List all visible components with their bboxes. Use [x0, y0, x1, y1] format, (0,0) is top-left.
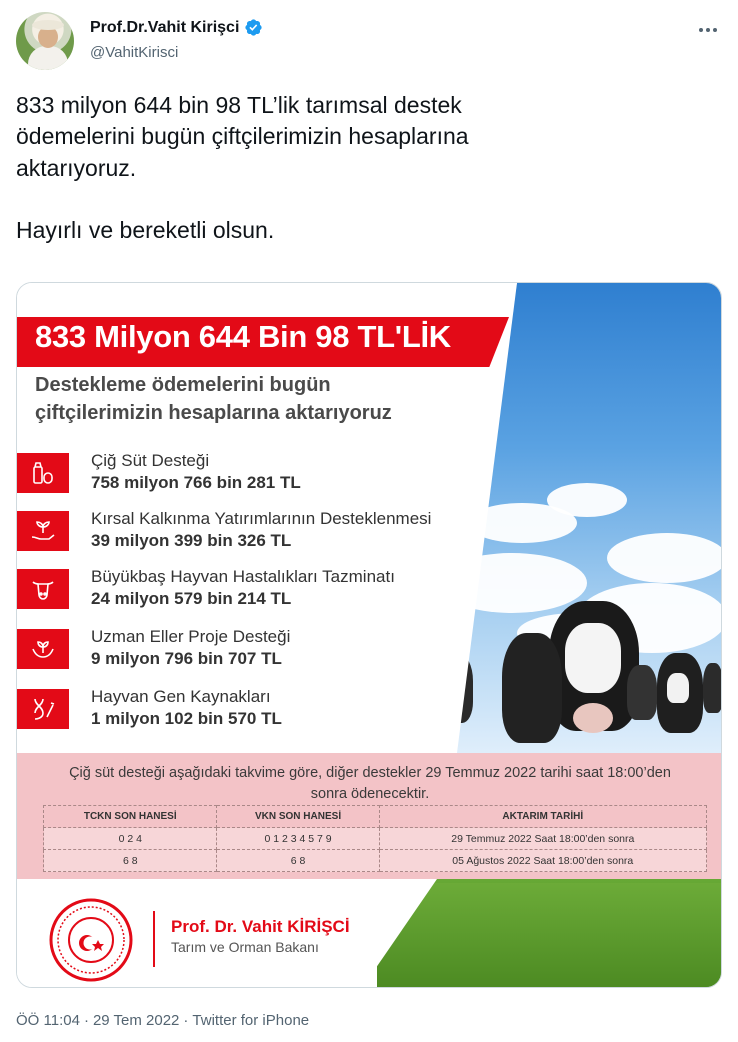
signature-divider [153, 911, 155, 967]
support-item-label: Çiğ Süt Desteği [91, 451, 210, 470]
tweet-image[interactable] [16, 282, 722, 988]
schedule-section [17, 753, 722, 879]
ministry-seal-icon [45, 897, 137, 983]
schedule-note [37, 763, 703, 805]
cow-icon [17, 569, 69, 609]
table-header: VKN SON HANESİ [217, 806, 379, 828]
avatar[interactable] [16, 12, 74, 70]
support-item [17, 509, 457, 557]
plant-hands-icon [17, 629, 69, 669]
schedule-table [43, 805, 707, 872]
table-cell: 0 2 4 [44, 828, 217, 850]
schedule-note-line: Çiğ süt desteği aşağıdaki takvime göre, diğer destekler 29 Temmuz 2022 tarihi saat 18:00’den [69, 765, 671, 781]
support-item-label: Uzman Eller Proje Desteği [91, 627, 291, 646]
table-row [44, 850, 707, 872]
support-item-label: Kırsal Kalkınma Yatırımlarının Desteklenmesi [91, 509, 432, 528]
support-item [17, 451, 457, 499]
table-cell: 29 Temmuz 2022 Saat 18:00’den sonra [379, 828, 706, 850]
support-item-amount: 9 milyon 796 bin 707 TL [91, 649, 282, 668]
support-item-amount: 39 milyon 399 bin 326 TL [91, 531, 292, 550]
tweet-text-line: ödemelerini bugün çiftçilerimizin hesaplarına [16, 123, 469, 150]
support-item [17, 567, 457, 615]
more-options-icon[interactable] [694, 18, 722, 42]
support-item [17, 627, 457, 675]
tweet-text-line: aktarıyoruz. [16, 154, 137, 181]
headline: 833 Milyon 644 Bin 98 TL'LİK [35, 319, 451, 354]
tweet-text-line: Hayırlı ve bereketli olsun. [16, 216, 275, 243]
tweet-date[interactable]: 29 Tem 2022 [92, 1012, 180, 1029]
table-header: AKTARIM TARİHİ [379, 806, 706, 828]
minister-name-prefix: Prof. Dr. Vahit [171, 917, 288, 936]
table-cell: 6 8 [217, 850, 379, 872]
schedule-note-line: sonra ödenecektir. [310, 786, 430, 803]
subtitle [35, 371, 475, 427]
table-cell: 6 8 [44, 850, 217, 872]
table-header: TCKN SON HANESİ [44, 806, 217, 828]
minister-name [171, 917, 350, 937]
milk-icon [17, 453, 69, 493]
tweet-text [16, 90, 716, 246]
table-cell: 05 Ağustos 2022 Saat 18:00’den sonra [379, 850, 706, 872]
minister-title: Tarım ve Orman Bakanı [171, 939, 319, 955]
tweet-time[interactable]: ÖÖ 11:04 [16, 1012, 80, 1029]
tweet-text-line: 833 milyon 644 bin 98 TL’lik tarımsal destek [16, 92, 462, 118]
table-cell: 0 1 2 3 4 5 7 9 [217, 828, 379, 850]
table-row [44, 828, 707, 850]
dna-syringe-icon [17, 689, 69, 729]
meta-separator: · [183, 1012, 189, 1029]
support-item-amount: 24 milyon 579 bin 214 TL [91, 589, 292, 608]
subtitle-line: çiftçilerimizin hesaplarına aktarıyoruz [35, 402, 392, 424]
tweet-header [16, 12, 722, 72]
support-item-amount: 758 milyon 766 bin 281 TL [91, 473, 301, 492]
support-item-amount: 1 milyon 102 bin 570 TL [91, 709, 282, 728]
verified-badge-icon [244, 18, 263, 37]
seedling-hand-icon [17, 511, 69, 551]
support-item [17, 687, 457, 735]
meta-separator: · [83, 1012, 89, 1029]
author-name-row[interactable] [90, 18, 263, 37]
author-name[interactable]: Prof.Dr.Vahit Kirişci [90, 18, 240, 36]
tweet-meta [16, 1012, 309, 1029]
support-item-label: Hayvan Gen Kaynakları [91, 687, 271, 706]
support-item-label: Büyükbaş Hayvan Hastalıkları Tazminatı [91, 567, 395, 586]
table-header-row [44, 806, 707, 828]
grass-foreground [377, 883, 722, 988]
subtitle-line: Destekleme ödemelerini bugün [35, 374, 331, 396]
tweet-source[interactable]: Twitter for iPhone [192, 1012, 310, 1029]
author-handle[interactable]: @VahitKirisci [90, 44, 179, 61]
minister-surname: KİRİŞCİ [287, 917, 350, 936]
